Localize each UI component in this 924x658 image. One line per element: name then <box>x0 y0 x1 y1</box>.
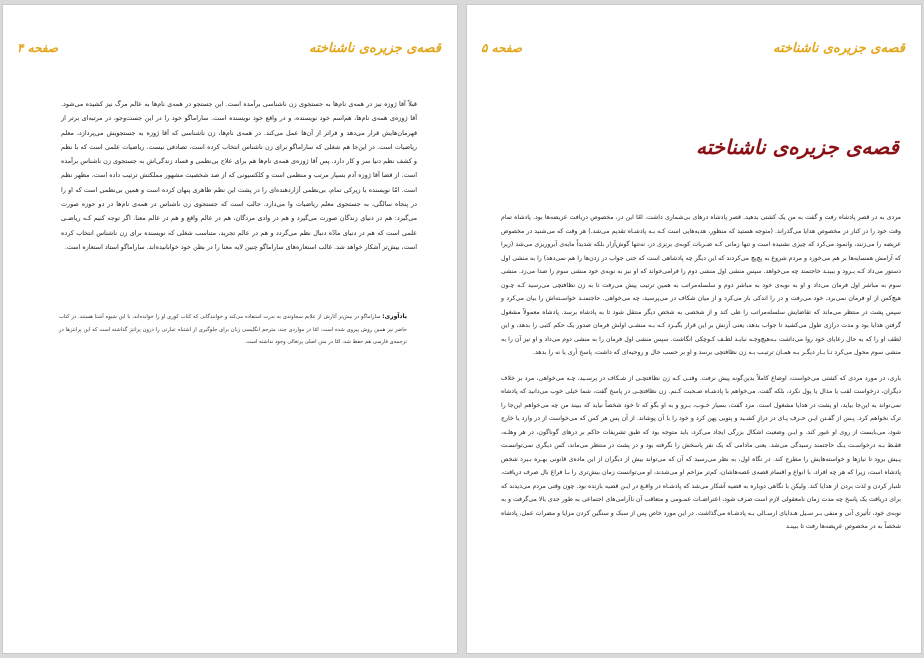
footnote-text: ساراماگو در بیش‌تر آثارش از علایم سجاوندی به ندرت استفاده می‌کند و خوانندگانی که کتاب کوری او را خوانده‌اند، با این شیوه آشنا هستند. در کتاب حاضر نیز همین روش پیروی شده است. امّا در مواردی چند، مترجم انگلیسی زبان برای جلوگیری از اشتباه عبارتی را درون پرانتز گذاشته است که این پرانتزها در ترجمه‌ی فارسی هم حفظ شد، امّا در متن اصلی پرتغالی وجود نداشته است. <box>59 314 407 346</box>
right-page <box>466 4 922 654</box>
page-number: صفحه ۵ <box>481 41 523 55</box>
running-title: قصه‌ی جزیره‌ی ناشناخته <box>309 41 441 56</box>
footnote-label: یادآوری: <box>382 313 408 320</box>
body-text <box>61 97 417 254</box>
footnote <box>59 311 407 349</box>
left-page <box>2 4 458 654</box>
page-number: صفحه ۴ <box>17 41 59 55</box>
running-title: قصه‌ی جزیره‌ی ناشناخته <box>773 41 905 56</box>
story-title: قصه‌ی جزیره‌ی ناشناخته <box>695 135 899 159</box>
paragraph: قبلاً آقا ژوزه نیز در همه‌ی نام‌ها به جستجوی زن ناشناسی برآمده است. این جستجو در همه‌ی نام‌ها به عالم مرگ نیز کشیده می‌شود. آقا ژوزه‌ی همه‌ی نام‌ها، هم‌اسم خود نویسنده، و در واقع خود نویسنده است. ساراماگو خود را در این جست‌وجو، در مرتبه‌ای برتر از قهرمان‌هایش قرار می‌دهد و فراتر از آن‌ها عمل می‌کند. در همه‌ی نام‌ها، زن ناشناسی که آقا ژوزه به جستجویش می‌پردازد، معلم ریاضیات است. در این‌جا هم شغلی که ساراماگو برای زن ناشناس انتخاب کرده است، تصادفی نیست. ریاضیات علمی است که با نظم و کشف نظم دنیا سر و کار دارد. پس آقا ژوزه‌ی همه‌ی نام‌ها هم برای علاج بی‌نظمی و فساد زندگی‌اش به جستجوی زن ناشناس برآمده است. از قضا آقا ژوزه آدم بسیار مرتب و منظمی است و کلکسیونی که از صد شخصیت مشهور مملکتش ترتیب داده است، مظهر نظم است. امّا نویسنده با زیرکی تمام، بی‌نظمی آزاردهنده‌ای را در پشت این نظم ظاهری پنهان کرده است و همین بی‌نظمی است که او را در پنجاه سالگی، به جستجوی معلم ریاضیات وا می‌دارد. جالب است که جستجوی زن ناشناس در همه‌ی نام‌ها در دو حوزه صورت می‌گیرد: هم در دنیای زندگان صورت می‌گیرد و هم در وادی مردگان، هم در عالم واقع و هم در عالم معنا. اگر توجه کنیم کـه ریاضـی علمی است که هم در دنیای مادّه دنبال نظم می‌گردد و هم در عالم تجرید، متناسب شغلی که نویسنده برای زن ناشناس انتخاب کرده است، بیش‌تر آشکار خواهد شد. غالب استعاره‌های ساراماگو چنین لایه معنا را در بطن خود خوابانیده‌اند. ساراماگو استاد استعاره است. <box>61 100 417 251</box>
body-text <box>501 211 901 546</box>
paragraph: مردی به در قصر پادشاه رفت و گفت به من یک کشتی بدهید. قصر پادشاه درهای بی‌شماری داشت. امّا این در، مخصوص دریافت عریضه‌ها بود. پادشاه تمام وقت خود را در کنار در مخصوص هدایا می‌گذراند. (متوجه هستید که منظور، هدیه‌هایی است کـه بـه پادشـاه تقدیم می‌شد.) هر وقت که می‌شنید در مخصوص عریضه را می‌زنند، وانمود می‌کرد که چیزی نشنیده است و تنها زمانی کـه ضـربات کوبه‌ی برنزی در، نه‌تنها گوش‌آزار بلکه شدیداً مایه‌ی آبروریزی می‌شد (زیرا که آرامش همسایه‌ها بر هم می‌خورد و مردم شروع به پچ‌پچ می‌کردند که این دیگر چه پادشاهی است که حتی جواب در زدن‌ها را هم نمی‌دهد) را به منشی اول دستور می‌داد کـه بـرود و ببینـد حاجتمند چه می‌خواهد. سپس منشی اول منشی دوم را فرامی‌خواند که او نیز به نوبه‌ی خود منشی سوم را صدا می‌زد. منشی سوم به مباشر اول فرمان می‌داد و او به نوبه‌ی خود به مباشر دوم و سلسله‌مراتب به همین ترتیب پیش می‌رفت تا به زن نظافتچی می‌رسید کـه چـون هیچ‌کس از او فرمان نمی‌برد، خود می‌رفت و در را اندکی باز می‌کرد و از میان شکاف در می‌پرسید، چه می‌خواهی. حاجتمنـد خواسـته‌اش را بیان می‌کرد و سپس پشت در منتظر می‌ماند که تقاضایش سلسله‌مراتب را طی کند و از شخصی به شخص دیگر منتقل شود تا به پادشاه برسد. پادشاه معمولاً مشغول گرفتن هدایا بود و مدت درازی طول می‌کشید تا جواب بدهد، یعنی آرنش بر این قرار بگیـرد کـه بـه منشـی اولش فرمان صدور یک حکم کتبی را بدهد، و این لطف او را که به حال رعایای خود روا می‌داشت بـه‌هیچ‌وجـه نبایـد لطـف کـوچکی انگاشت. سپس منشی اول فرمان را به منشی دوم می‌داد و او نیز آن را به منشی سوم محول می‌کرد تـا بـار دیگـر بـه همـان ترتیـب بـه زن نظافتچی برسد و او بر حسب حال و روحیه‌ای که داشت، پاسخ آری یا نه را بدهد. <box>501 214 901 356</box>
paragraph: باری، در مورد مردی که کشتی می‌خواست، اوضاع کاملاً بدین‌گونه پیش نرفت. وقتـی کـه زن نظافتچـی از شـکاف در پرسـید، چـه می‌خواهی، مرد بر خلاف دیگران، درخواست لقب یا مدال یا پول نکرد، بلکه گفت، می‌خواهم با پادشـاه صـحبت کـنم. زن نظافتچـی در پاسخ گفت، شما خیلی خوب می‌دانید که پادشاه نمی‌تواند به این‌جا بیاید، او پشت در هدایا مشغول است. مرد گفت، بسیار خـوب، بـرو و به او بگو که تا خود شخصاً نیاید که ببیند من چه می‌خواهم این‌جا را ترک نخواهم کرد. پـس از گفـتن ایـن حـرف پـای در درازِ کشـید و پتویی پهن کرد و خود را با آن پوشاند. از آن پس هر کس که می‌خواست از در وارد یا خارج شود، می‌بایست از روی او عبور کند. و ایـن وضعیت اشکال بزرگی ایجاد می‌کرد، باید متوجه بود که طبق تشریفات حاکم بر درهای گوناگون، در هر وهلـه، فقـط بـه درخواسـت یـک حاجتمند رسیدگی می‌شد. یعنی مادامی که یک نفر پاسخش را نگرفته بود و در پشت در منتظر می‌ماند، کس دیگری نمی‌توانسـت پـیش برود تا نیازها و خواسته‌هایش را مطرح کند. در نگاه اول، به نظر می‌رسید که آن که می‌تواند بیش از دیگران از این ماده‌ی قانونی بهـره بـبرد شخص پادشاه است، زیرا که هر چه افراد، با انواع و اقسام قصه‌ی غصه‌هاشان، کم‌تر مزاحم او می‌شدند، او می‌توانست زمان بیش‌تری را بـا فراغ بال صرف دریافت، تلنبار کردن و لذت بردن از هدایا کند. ولیکن با نگاهی دوباره به قضیه آشکار می‌شد که پادشـاه در واقـع در ایـن قضیه بازنده بود. چون وقتی مردم می‌دیدند که برای دریافت یک پاسخ چه مدت زمان نامعقولی لازم است صرف شود، اعتراضـات عمـومی و متعاقب آن ناآرامی‌های اجتماعی به طور جدی بالا می‌گرفت و به نوبه‌ی خود، تأثیری آنی و منفی بـر سـیل هـدایای ارسـالی بـه پادشـاه می‌گذاشت. در این مورد خاص پس از سبک و سنگین کردن مزایا و مضرات عمل، پادشاه شخصاً به در مخصوص عریضه‌ها رفت تا ببینـد <box>500 374 901 530</box>
